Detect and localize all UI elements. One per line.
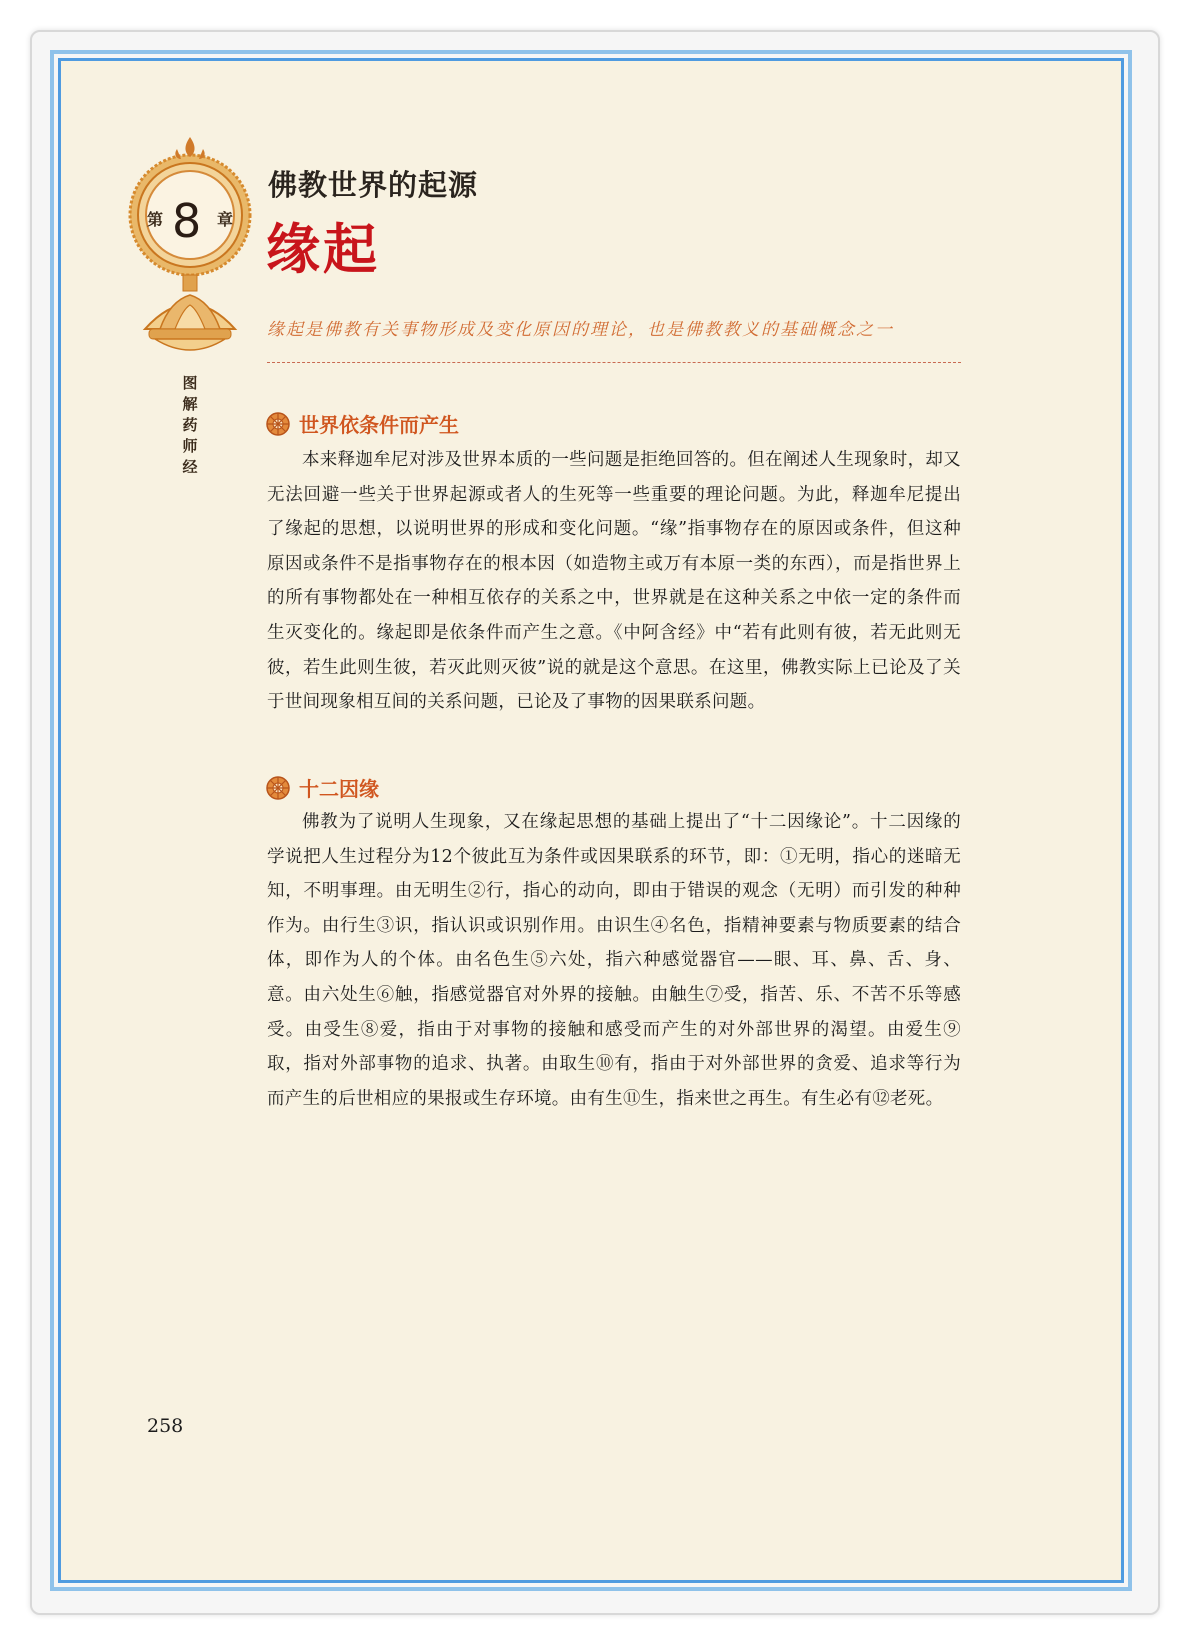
- page-number: 258: [147, 1415, 184, 1437]
- chapter-suffix: 章: [217, 210, 234, 229]
- book-side-title: 图解药师经: [182, 374, 198, 476]
- dharma-wheel-icon: [265, 775, 291, 801]
- section-heading-text: 十二因缘: [299, 777, 379, 801]
- chapter-emblem-lotus-icon: [125, 129, 255, 369]
- section-heading-2: [265, 773, 379, 802]
- section-heading-text: 世界依条件而产生: [299, 413, 459, 437]
- dharma-wheel-icon: [265, 411, 291, 437]
- section-body-2: 佛教为了说明人生现象，又在缘起思想的基础上提出了“十二因缘论”。十二因缘的学说把人生过程分为12个彼此互为条件或因果联系的环节，即：①无明，指心的迷暗无知，不明事理。由无明生②行，指心的动向，即由于错误的观念（无明）而引发的种种作为。由行生③识，指认识或识别作用。由识生④名色，指精神要素与物质要素的结合体，即作为人的个体。由名色生⑤六处，指六种感觉器官——眼、耳、鼻、舌、身、意。由六处生⑥触，指感觉器官对外界的接触。由触生⑦受，指苦、乐、不苦不乐等感受。由受生⑧爱，指由于对事物的接触和感受而产生的对外部世界的渴望。由爱生⑨取，指对外部事物的追求、执著。由取生⑩有，指由于对外部世界的贪爱、追求等行为而产生的后世相应的果报或生存环境。由有生⑪生，指来世之再生。有生必有⑫老死。: [267, 812, 961, 1109]
- intro-divider: [267, 362, 961, 363]
- chapter-title: 缘起: [266, 217, 380, 281]
- chapter-intro: 缘起是佛教有关事物形成及变化原因的理论，也是佛教教义的基础概念之一: [267, 320, 894, 340]
- section-heading-1: [265, 409, 459, 438]
- book-page: [58, 58, 1124, 1583]
- chapter-subtitle: 佛教世界的起源: [268, 168, 479, 202]
- section-body-1: 本来释迦牟尼对涉及世界本质的一些问题是拒绝回答的。但在阐述人生现象时，却又无法回避一些关于世界起源或者人的生死等一些重要的理论问题。为此，释迦牟尼提出了缘起的思想，以说明世界的形成和变化问题。“缘”指事物存在的原因或条件，但这种原因或条件不是指事物存在的根本因（如造物主或万有本原一类的东西），而是指世界上的所有事物都处在一种相互依存的关系之中，世界就是在这种关系之中依一定的条件而生灭变化的。缘起即是依条件而产生之意。《中阿含经》中“若有此则有彼，若无此则无彼，若生此则生彼，若灭此则灭彼”说的就是这个意思。在这里，佛教实际上已论及了关于世间现象相互间的关系问题，已论及了事物的因果联系问题。: [267, 450, 961, 713]
- chapter-number: 8: [172, 194, 202, 248]
- chapter-prefix: 第: [147, 210, 164, 229]
